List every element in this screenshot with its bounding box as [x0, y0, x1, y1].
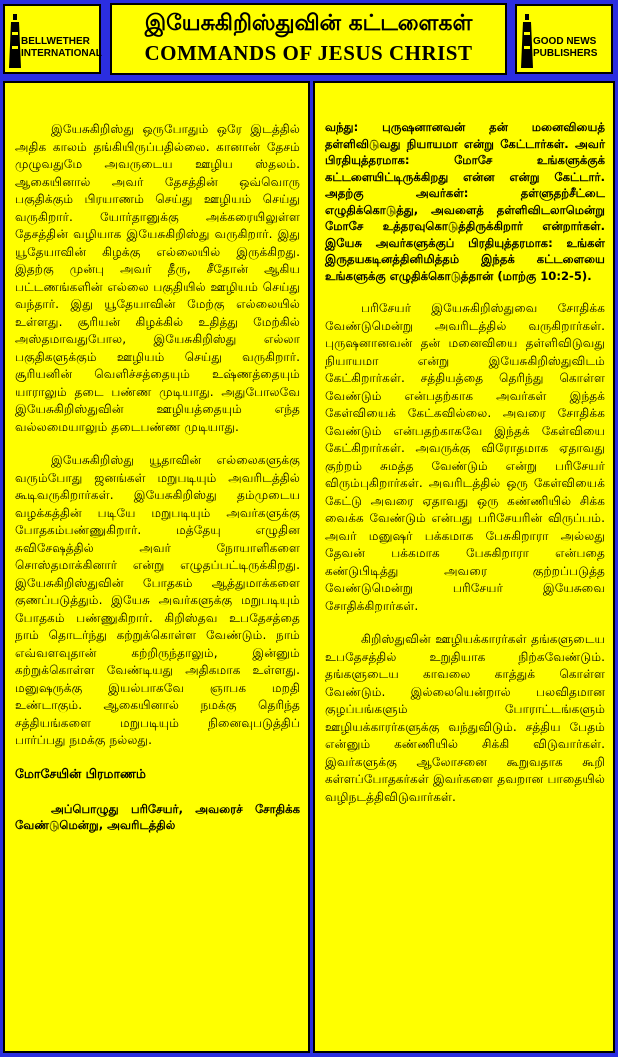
left-column	[3, 81, 310, 1053]
good-news-logo	[515, 4, 613, 74]
page-header	[0, 0, 618, 80]
logo-text-right: GOOD NEWS PUBLISHERS	[533, 36, 598, 59]
logo-text-left: BELLWETHER INTERNATIONAL	[21, 36, 102, 59]
right-column	[313, 81, 615, 1053]
lighthouse-icon	[8, 12, 22, 70]
paragraph: இயேசுகிறிஸ்து யூதாவின் எல்லைகளுக்கு வரும்போது ஜனங்கள் மறுபடியும் அவரிடத்தில் கூடிவருகிறார்கள். இயேசுகிறிஸ்து தம்முடைய வழக்கத்தின் படியே மறுபடியும் அவர்களுக்கு போதகம்பண்ணுகிறார். மத்தேயு எழுதின சுவிசேஷத்தில் அவர் நோயாளிகளை சொஸ்தமாக்கினார் என்று எழுதப்பட்டிருக்கிறது. இயேசுகிறிஸ்துவின் போதகம் ஆத்துமாக்களை குணப்படுத்தும். இயேசு அவர்களுக்கு மறுபடியும் போதகம் பண்ணுகிறார். கிறிஸ்தவ உபதேசத்தை நாம் தொடர்ந்து கற்றுக்கொள்ள வேண்டும். நாம் எவ்வளவுதான் கற்றிருந்தாலும், இன்னும் கற்றுக்கொள்ள வேண்டியது அதிகமாக உள்ளது. மனுஷருக்கு இயல்பாகவே ஞாபக மறதி உண்டாகும். ஆகையினால் நமக்கு தெரிந்த சத்தியங்களை மறுபடியும் நினைவுபடுத்திப் பார்ப்பது நமக்கு நல்லது.	[15, 453, 300, 747]
scripture-quote: வந்து: புருஷனானவன் தன் மனைவியைத் தள்ளிவிடுவது நியாயமா என்று கேட்டார்கள். அவர் பிரதியுத்தரமாக: மோசே உங்களுக்குக் கட்டளையிட்டிருக்கிறது என்ன என்று கேட்டார். அதற்கு அவர்கள்: தள்ளுதற்சீட்டை எழுதிக்கொடுத்து, அவளைத் தள்ளிவிடலாமென்று மோசே உத்தரவுகொடுத்திருக்கிறார் என்றார்கள். இயேசு அவர்களுக்குப் பிரதியுத்தரமாக: உங்கள் இருதயகடினத்தினிமித்தம் இந்தக் கட்டளையை உங்களுக்கு எழுதிக்கொடுத்தான் (மாற்கு 10:2-5).	[325, 120, 605, 283]
page-title-english: COMMANDS OF JESUS CHRIST	[144, 41, 473, 65]
title-banner	[110, 3, 507, 75]
paragraph: இயேசுகிறிஸ்து ஒருபோதும் ஒரே இடத்தில் அதிக காலம் தங்கியிருப்பதில்லை. கானான் தேசம் முழுவதுமே அவருடைய ஊழிய ஸ்தலம். ஆகையினால் அவர் தேசத்தின் ஒவ்வொரு பகுதிக்கும் பிரயாணம் செய்து ஊழியம் செய்து வருகிறார். யோர்தானுக்கு அக்கரையிலுள்ள தேசத்தின் வழியாக இயேசுகிறிஸ்து வருகிறார். இது யூதேயாவின் கிழக்கு எல்லையில் இருக்கிறது. இதற்கு முன்பு அவர் தீரு, சீதோன் ஆகிய பட்டணங்களின் எல்லை பகுதியில் ஊழியம் செய்து வந்தார். இது யூதேயாவின் மேற்கு எல்லையில் உள்ளது. சூரியன் கிழக்கில் உதித்து மேற்கில் அஸ்தமாவதுபோல, இயேசுகிறிஸ்து எல்லா பகுதிகளுக்கும் ஊழியம் செய்து வருகிறார். சூரியனின் வெளிச்சத்தையும் உஷ்ணத்தையும் யாராலும் தடை பண்ண முடியாது. அதுபோலவே இயேசுகிறிஸ்துவின் ஊழியத்தையும் எந்த வல்லமையாலும் தடைபண்ண முடியாது.	[15, 122, 300, 434]
paragraph: பரிசேயர் இயேசுகிறிஸ்துவை சோதிக்க வேண்டுமென்று அவரிடத்தில் வருகிறார்கள். புருஷனானவன் தன் மனைவியை தள்ளிவிடுவது நியாயமா என்று இயேசுகிறிஸ்துவிடம் கேட்கிறார்கள். சத்தியத்தை தெரிந்து கொள்ள வேண்டும் என்பதற்காக அவர்கள் இந்தக் கேள்வியைக் கேட்கவில்லை. அவரை சோதிக்க வேண்டும் என்பதற்காகவே இந்தக் கேள்வியை கேட்கிறார்கள். அவருக்கு விரோதமாக ஏதாவது குற்றம் சுமத்த வேண்டும் என்று பரிசேயர் விரும்புகிறார்கள். அவரிடத்தில் ஒரு கேள்வியைக் கேட்டு அவரை ஏதாவது ஒரு கண்ணியில் சிக்க வைக்க வேண்டும் என்பது பரிசேயரின் விருப்பம். அவர் மனுஷர் பக்கமாக பேசுகிறாரா அல்லது தேவன் பக்கமாக பேசுகிறாரா என்பதை கண்டுபிடித்து அவரை குற்றப்படுத்த வேண்டுமென்று பரிசேயர் இயேசுவை சோதிக்கிறார்கள்.	[325, 301, 605, 613]
paragraph: அப்பொழுது பரிசேயர், அவரைச் சோதிக்க வேண்டுமென்று, அவரிடத்தில்	[15, 801, 300, 832]
section-heading: மோசேயின் பிரமாணம்	[15, 765, 146, 781]
lighthouse-icon	[520, 12, 534, 70]
bellwether-logo	[3, 4, 101, 74]
paragraph: கிறிஸ்துவின் ஊழியக்காரர்கள் தங்களுடைய உபதேசத்தில் உறுதியாக நிற்கவேண்டும். தங்களுடைய காவலை காத்துக் கொள்ள வேண்டும். இல்லையென்றால் பலவிதமான குழப்பங்களும் போராட்டங்களும் ஊழியக்காரர்களுக்கு வந்துவிடும். சத்திய பேதம் என்னும் கண்ணியில் சிக்கி விடுவார்கள். இவர்களுக்கு ஆலோசனை கூறுவதாக கூறி கள்ளப்போதகர்கள் இவர்களை தவறான பாதையில் வழிநடத்திவிடுவார்கள்.	[325, 632, 605, 804]
page-title-tamil: இயேசுகிறிஸ்துவின் கட்டளைகள்	[144, 11, 473, 36]
